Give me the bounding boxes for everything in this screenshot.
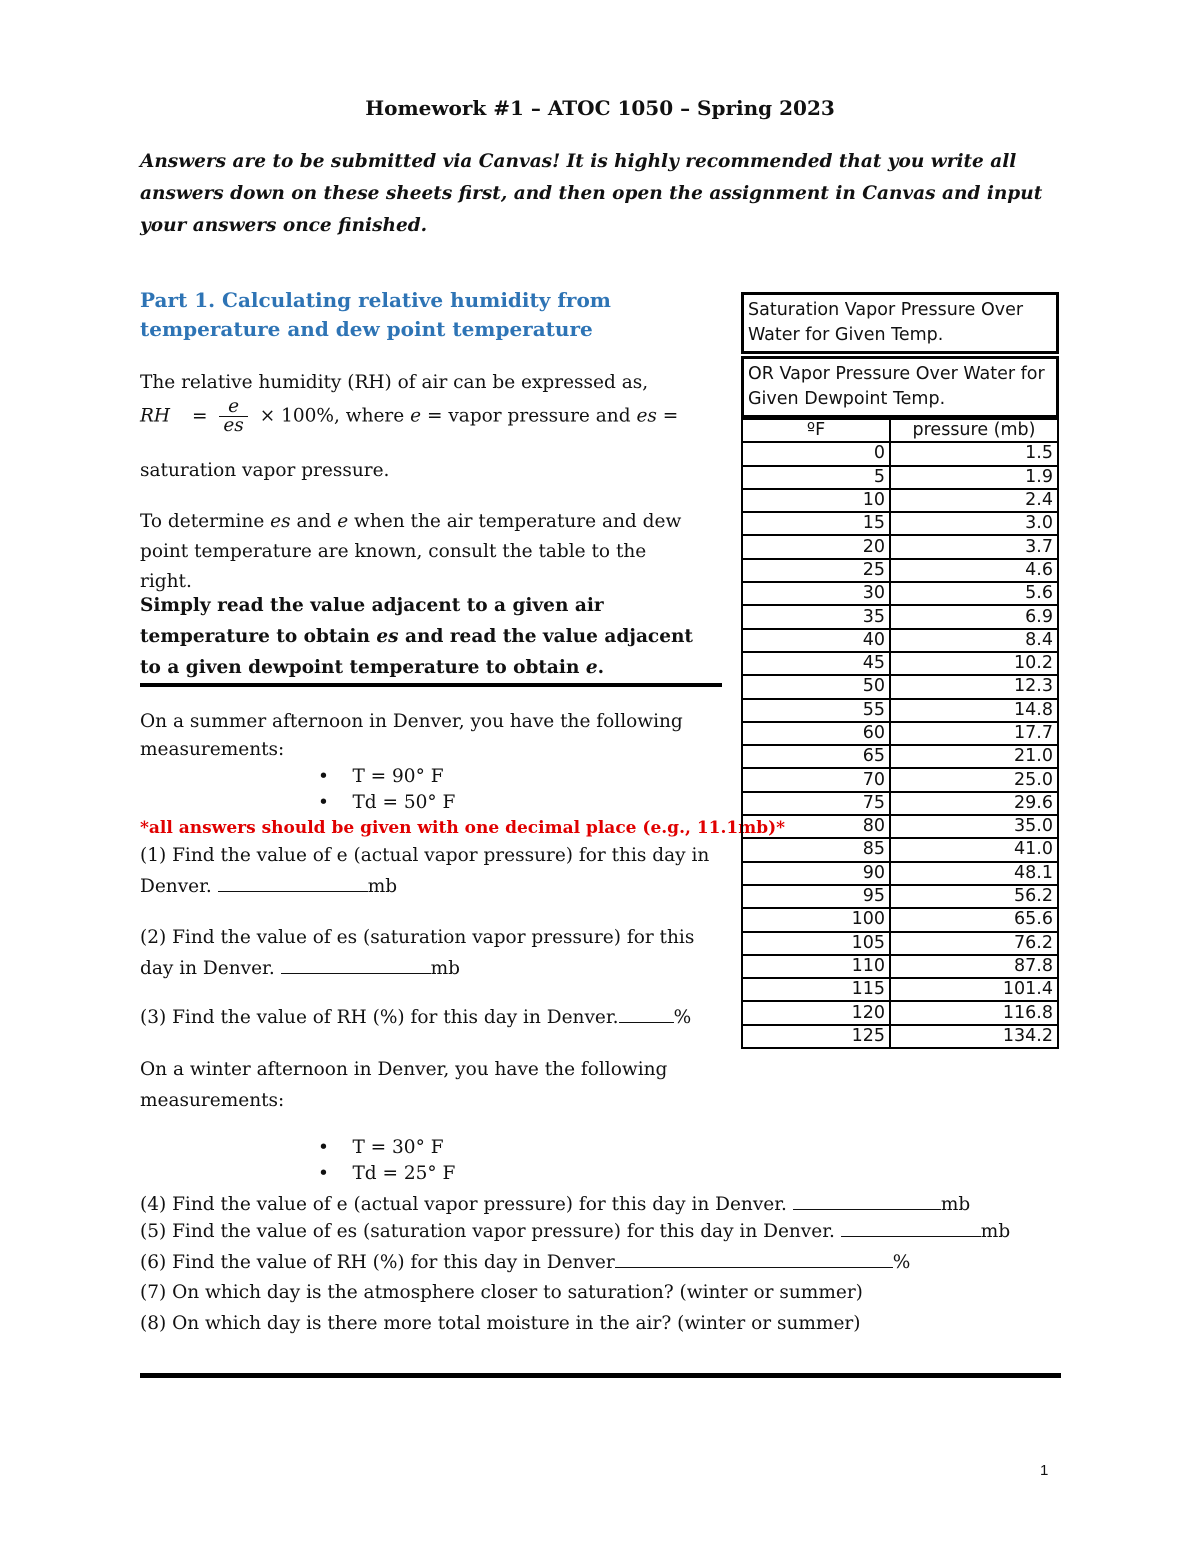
bold-text-1: Simply read the value adjacent to a given air temperature to obtain <box>140 595 604 647</box>
table-row <box>742 559 1058 582</box>
bold-e: e <box>585 657 598 678</box>
temp-cell: 40 <box>742 629 890 652</box>
e-variable: e <box>410 405 422 427</box>
question-2 <box>140 922 700 984</box>
pressure-cell: 29.6 <box>890 792 1058 815</box>
pressure-cell: 65.6 <box>890 908 1058 931</box>
table-row <box>742 815 1058 838</box>
q1-text: (1) Find the value of e (actual vapor pressure) for this day in Denver. <box>140 845 710 897</box>
temp-cell: 55 <box>742 699 890 722</box>
q4-unit: mb <box>940 1194 971 1215</box>
q5-text: (5) Find the value of es (saturation vapor pressure) for this day in Denver. <box>140 1221 835 1242</box>
part1-heading: Part 1. Calculating relative humidity from temperature and dew point temperature <box>140 288 611 341</box>
q4-text: (4) Find the value of e (actual vapor pressure) for this day in Denver. <box>140 1194 787 1215</box>
pressure-cell: 1.9 <box>890 466 1058 489</box>
q4-answer-blank[interactable] <box>793 1191 941 1210</box>
question-8: (8) On which day is there more total moisture in the air? (winter or summer) <box>140 1313 861 1334</box>
temp-cell: 30 <box>742 582 890 605</box>
table-row <box>742 629 1058 652</box>
pressure-cell: 3.7 <box>890 535 1058 558</box>
pressure-cell: 116.8 <box>890 1001 1058 1024</box>
q3-unit: % <box>673 1007 692 1028</box>
determine-paragraph <box>140 507 700 597</box>
question-4 <box>140 1190 1060 1220</box>
pressure-cell: 134.2 <box>890 1025 1058 1048</box>
bold-es: es <box>376 626 399 647</box>
pressure-cell: 25.0 <box>890 768 1058 791</box>
temp-cell: 75 <box>742 792 890 815</box>
pressure-cell: 5.6 <box>890 582 1058 605</box>
table-row <box>742 466 1058 489</box>
table-row <box>742 675 1058 698</box>
temp-cell: 10 <box>742 489 890 512</box>
pressure-cell: 1.5 <box>890 442 1058 465</box>
equals-sign: = <box>191 405 208 427</box>
winter-intro: On a winter afternoon in Denver, you have the following measurements: <box>140 1059 668 1111</box>
decimal-place-note: *all answers should be given with one decimal place (e.g., 11.1mb)* <box>140 818 786 838</box>
equals-end: = <box>662 405 679 427</box>
table-row <box>742 1001 1058 1024</box>
table-header-dewpoint: OR Vapor Pressure Over Water for Given Dewpoint Temp. <box>741 356 1059 418</box>
determine-text-1: To determine <box>140 511 265 532</box>
temp-cell: 105 <box>742 932 890 955</box>
rh-symbol: RH <box>140 405 171 427</box>
pressure-cell: 21.0 <box>890 745 1058 768</box>
summer-intro: On a summer afternoon in Denver, you have the following measurements: <box>140 711 683 760</box>
determine-and: and <box>296 511 332 532</box>
bold-end: . <box>597 657 605 678</box>
temp-cell: 90 <box>742 862 890 885</box>
question-6 <box>140 1248 1060 1278</box>
table-row <box>742 955 1058 978</box>
pressure-cell: 8.4 <box>890 629 1058 652</box>
temp-cell: 70 <box>742 768 890 791</box>
temp-cell: 85 <box>742 838 890 861</box>
q2-answer-blank[interactable] <box>281 955 431 974</box>
table-row <box>742 652 1058 675</box>
pressure-cell: 14.8 <box>890 699 1058 722</box>
table-row <box>742 535 1058 558</box>
table-row <box>742 489 1058 512</box>
pressure-cell: 3.0 <box>890 512 1058 535</box>
table-row <box>742 442 1058 465</box>
submission-instructions: Answers are to be submitted via Canvas! It is highly recommended that you write all answers down on these sheets first, and then open the assignment in Canvas and input your answers once finished. <box>140 151 1043 236</box>
bottom-divider <box>140 1373 1061 1378</box>
table-body <box>742 442 1058 1048</box>
question-7: (7) On which day is the atmosphere closer to saturation? (winter or summer) <box>140 1282 863 1303</box>
q1-answer-blank[interactable] <box>218 873 368 892</box>
table-row <box>742 768 1058 791</box>
vapor-pressure-def: = vapor pressure and <box>426 405 631 427</box>
temp-cell: 100 <box>742 908 890 931</box>
table-row <box>742 978 1058 1001</box>
temp-cell: 20 <box>742 535 890 558</box>
temp-cell: 95 <box>742 885 890 908</box>
q3-answer-blank[interactable] <box>619 1004 674 1023</box>
pressure-cell: 41.0 <box>890 838 1058 861</box>
table-row <box>742 582 1058 605</box>
pressure-cell: 35.0 <box>890 815 1058 838</box>
saturation-def: saturation vapor pressure. <box>140 460 390 481</box>
temp-cell: 35 <box>742 605 890 628</box>
table-row <box>742 605 1058 628</box>
temp-cell: 50 <box>742 675 890 698</box>
table-row <box>742 1025 1058 1048</box>
q5-unit: mb <box>980 1221 1011 1242</box>
table-row <box>742 722 1058 745</box>
times-100-percent: × 100%, where <box>259 405 405 427</box>
winter-bullet-t: • T = 30° F <box>318 1137 444 1158</box>
pressure-cell: 4.6 <box>890 559 1058 582</box>
bold-text-2: and read the value adjacent to a given dewpoint temperature to obtain <box>140 626 693 678</box>
temp-cell: 65 <box>742 745 890 768</box>
temp-cell: 110 <box>742 955 890 978</box>
section-divider <box>140 683 722 687</box>
q5-answer-blank[interactable] <box>841 1218 981 1237</box>
winter-bullet-td: • Td = 25° F <box>318 1163 456 1184</box>
temp-cell: 120 <box>742 1001 890 1024</box>
temp-cell: 115 <box>742 978 890 1001</box>
pressure-cell: 48.1 <box>890 862 1058 885</box>
q2-unit: mb <box>430 958 460 979</box>
pressure-cell: 56.2 <box>890 885 1058 908</box>
page-title: Homework #1 – ATOC 1050 – Spring 2023 <box>365 96 835 120</box>
q1-unit: mb <box>367 876 398 897</box>
table-row <box>742 838 1058 861</box>
temp-cell: 0 <box>742 442 890 465</box>
q2-text: (2) Find the value of es (saturation vapor pressure) for this day in Denver. <box>140 927 695 979</box>
e-over-es-fraction <box>219 398 247 435</box>
summer-temp: T = 90° F <box>352 766 444 787</box>
winter-temp: T = 30° F <box>352 1137 444 1158</box>
table-row <box>742 862 1058 885</box>
temp-cell: 125 <box>742 1025 890 1048</box>
temp-cell: 15 <box>742 512 890 535</box>
temp-cell: 45 <box>742 652 890 675</box>
table-row <box>742 512 1058 535</box>
column-temp-header: ºF <box>742 419 890 442</box>
pressure-cell: 10.2 <box>890 652 1058 675</box>
table-column-headers <box>742 419 1058 442</box>
pressure-cell: 76.2 <box>890 932 1058 955</box>
fraction-numerator: e <box>219 398 247 417</box>
page-number: 1 <box>1040 1462 1049 1479</box>
column-pressure-header: pressure (mb) <box>890 419 1058 442</box>
pressure-cell: 6.9 <box>890 605 1058 628</box>
determine-text-2: when the air temperature and dew point temperature are known, consult the table to the right. <box>140 511 682 592</box>
table-row <box>742 699 1058 722</box>
table-row <box>742 792 1058 815</box>
q3-text: (3) Find the value of RH (%) for this day in Denver. <box>140 1007 619 1028</box>
rh-intro: The relative humidity (RH) of air can be expressed as, <box>140 372 649 393</box>
bold-instruction <box>140 590 720 683</box>
temp-cell: 25 <box>742 559 890 582</box>
determine-es: es <box>270 511 291 532</box>
summer-bullet-td: • Td = 50° F <box>318 792 456 813</box>
pressure-cell: 101.4 <box>890 978 1058 1001</box>
q6-unit: % <box>892 1252 911 1273</box>
table-row <box>742 932 1058 955</box>
table-header-saturation: Saturation Vapor Pressure Over Water for Given Temp. <box>741 292 1059 354</box>
question-1 <box>140 840 720 902</box>
es-variable: es <box>636 405 657 427</box>
table-row <box>742 908 1058 931</box>
summer-dewpoint: Td = 50° F <box>352 792 456 813</box>
temp-cell: 60 <box>742 722 890 745</box>
winter-dewpoint: Td = 25° F <box>352 1163 456 1184</box>
vapor-pressure-table <box>741 292 1059 1049</box>
question-3 <box>140 1003 730 1033</box>
pressure-cell: 87.8 <box>890 955 1058 978</box>
temp-cell: 80 <box>742 815 890 838</box>
vapor-pressure-grid <box>741 418 1059 1049</box>
pressure-cell: 12.3 <box>890 675 1058 698</box>
rh-equation <box>140 398 678 435</box>
table-row <box>742 885 1058 908</box>
pressure-cell: 2.4 <box>890 489 1058 512</box>
determine-e: e <box>337 511 349 532</box>
fraction-denominator: es <box>223 415 244 436</box>
question-5 <box>140 1217 1060 1247</box>
q6-text: (6) Find the value of RH (%) for this day in Denver <box>140 1252 615 1273</box>
summer-bullet-t: • T = 90° F <box>318 766 444 787</box>
q6-answer-blank[interactable] <box>615 1249 893 1268</box>
temp-cell: 5 <box>742 466 890 489</box>
pressure-cell: 17.7 <box>890 722 1058 745</box>
table-row <box>742 745 1058 768</box>
